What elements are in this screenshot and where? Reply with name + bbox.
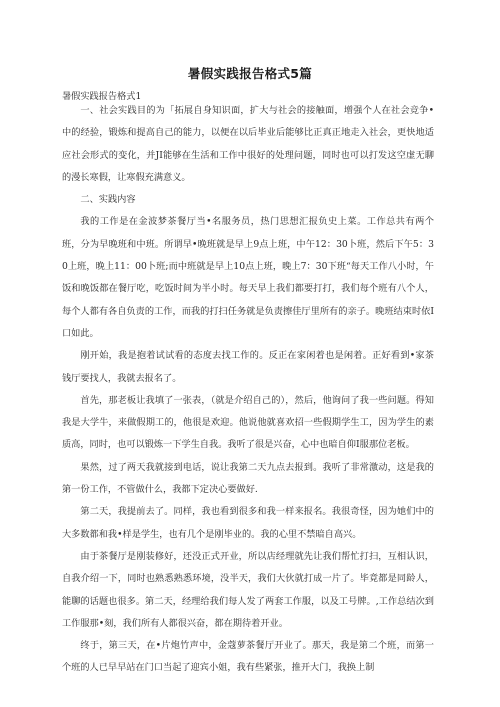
section-heading: 二、实践内容 <box>80 194 136 206</box>
paragraph-preparation: 由于茶餐厅是刚装修好，还没正式开业，所以店经理就先让我们帮忙打扫，互相认识，自我介绍一下，同时也熟悉熟悉环境，没半天，我们大伙就打成一片了。毕竟都是同龄人，能聊的话题也很多。第二天，经理给我们每人发了两套工作服，以及工号牌。,工作总结次到工作服那•刻，我们所有人都很兴奋，都在期待着开业。 <box>62 550 434 629</box>
document-subtitle: 暑假实践报告格式1 <box>62 91 142 102</box>
paragraph-opening: 终于，第三天，在•片炮竹声中，金蔻萝茶餐厅开业了。那天，我是第二个班，而第一个班的人已早早站在门口当起了迎宾小姐，我有些紧张，推开大门，我换上制 <box>62 640 434 674</box>
document-title: 暑假实践报告格式5篇 <box>187 66 313 81</box>
paragraph-call: 果然，过了两天我就接到电话，说让我第二天九点去报到。我听了非常激动，这是我的第一份工作，不管做什么，我都下定决心要做好. <box>62 461 434 496</box>
paragraph-interview: 首先，那老板让我填了一张表，（就是介绍自己的），然后，他询问了我一些问题。得知我是大学牛，来做假期工的，他很是欢迎。他说他就喜欢招一些假期学生工，因为学生的素质高，同时，也可以锻炼一下学生自我。我听了很是兴奋，心中也暗自仰I服那位老板。 <box>62 394 434 451</box>
document-body <box>62 100 434 680</box>
paragraph-second-day: 第二天，我提前去了。同样，我也看到很多和我一样来报名。我很奇怪，因为她们中的大多数都和我•样是学生，也有几个是刚毕业的。我的心里不禁暗自高兴。 <box>62 506 434 540</box>
paragraph-job-description: 我的工作是在金波梦茶餐厅当•名服务员，热门思想汇报负史上菜。工作总共有两个班，分为早晚班和中班。所谓早•晚班就是早上9点上班，中午12：30卜班，然后下午5：30上班，晚上11：00卜班;而中班就是早上10点上班，晚上7：30下班“每天工作八小时，午饭和晚饭都在餐厅吃，吃饭时间为半小时。每天早上我们都要打打，我们每个班有八个人，每个人都有各自负责的工作，而我的打扫任务就是负责擦佳厅里所有的亲子。晚班结束时依I口如此。 <box>62 216 434 339</box>
paragraph-start: 刚开始，我是抱着试试看的态度去找工作的。反正在家闲着也是闲着。正好看到•家茶钱厅要找人，我就去报名了。 <box>62 350 434 384</box>
paragraph-purpose: 一、社会实践目的为「拓展自身知识面，扩大与社会的接触面，增强个人在社会竞争•中的经验，锻炼和提高自己的能力，以便在以后毕业后能够比正真正地走入社会，更快地适应社会形式的变化，并JI能够在生活和工作中很好的处理问题，同时也可以打发这空虚无聊的漫长寒假，让寒假充满意义。 <box>62 105 434 183</box>
